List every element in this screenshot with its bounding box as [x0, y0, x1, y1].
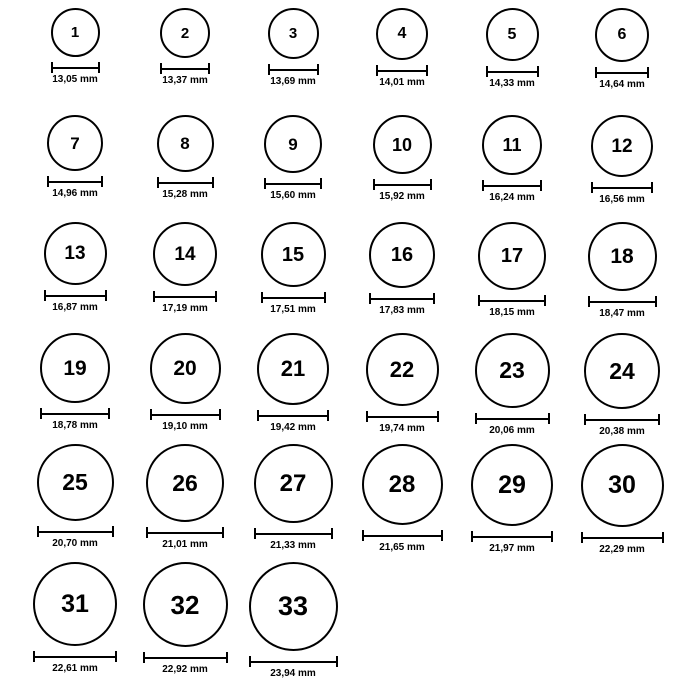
ruler-cap-left: [486, 66, 488, 77]
ruler-cap-left: [362, 530, 364, 541]
diameter-label: 15,28 mm: [162, 189, 208, 200]
ruler-line: [264, 183, 322, 185]
diameter-ruler: [595, 67, 649, 77]
diameter-label: 21,01 mm: [162, 539, 208, 550]
ruler-cap-right: [662, 532, 664, 543]
diameter-ruler: [362, 530, 443, 540]
ring-size-item: [567, 222, 677, 319]
ruler-cap-right: [433, 293, 435, 304]
ring-size-number: 4: [397, 25, 407, 42]
ruler-cap-right: [105, 290, 107, 301]
ruler-cap-right: [331, 528, 333, 539]
ruler-cap-left: [581, 532, 583, 543]
ring-size-item: [238, 562, 348, 679]
ring-size-number: 17: [500, 245, 524, 267]
ruler-line: [261, 297, 326, 299]
ruler-line: [362, 535, 443, 537]
ring-size-item: [347, 333, 457, 434]
ruler-cap-right: [212, 177, 214, 188]
diameter-ruler: [588, 296, 657, 306]
diameter-label: 22,92 mm: [162, 664, 208, 675]
diameter-ruler: [369, 293, 435, 303]
ring-circle: [581, 444, 664, 527]
ruler-cap-left: [153, 291, 155, 302]
ruler-cap-left: [157, 177, 159, 188]
ring-size-number: 21: [280, 356, 306, 381]
ruler-cap-right: [537, 66, 539, 77]
ruler-line: [584, 419, 660, 421]
ring-size-item: [130, 333, 240, 432]
diameter-ruler: [376, 65, 428, 75]
ruler-cap-left: [366, 411, 368, 422]
ruler-line: [37, 531, 114, 533]
diameter-label: 21,97 mm: [489, 543, 535, 554]
diameter-ruler: [51, 62, 100, 72]
diameter-label: 22,61 mm: [52, 663, 98, 674]
ring-size-number: 33: [277, 591, 309, 621]
ring-circle: [261, 222, 326, 287]
diameter-label: 23,94 mm: [270, 668, 316, 679]
ruler-line: [475, 418, 550, 420]
ruler-cap-left: [44, 290, 46, 301]
ruler-cap-left: [588, 296, 590, 307]
ring-size-number: 27: [279, 469, 307, 497]
diameter-label: 20,70 mm: [52, 538, 98, 549]
ring-size-item: [238, 333, 348, 433]
ruler-cap-left: [146, 527, 148, 538]
diameter-ruler: [584, 414, 660, 424]
ring-circle: [40, 333, 110, 403]
ruler-line: [588, 301, 657, 303]
diameter-ruler: [486, 66, 539, 76]
diameter-ruler: [471, 531, 553, 541]
diameter-ruler: [475, 413, 550, 423]
ring-size-number: 16: [390, 244, 414, 266]
ruler-cap-right: [115, 651, 117, 662]
ring-circle: [153, 222, 217, 286]
diameter-label: 17,83 mm: [379, 305, 425, 316]
diameter-ruler: [157, 177, 214, 187]
diameter-label: 16,24 mm: [489, 192, 535, 203]
ring-circle: [366, 333, 439, 406]
ruler-line: [143, 657, 228, 659]
ring-circle: [268, 8, 319, 59]
ring-circle: [160, 8, 210, 58]
diameter-ruler: [143, 652, 228, 662]
ruler-cap-right: [208, 63, 210, 74]
ruler-cap-left: [264, 178, 266, 189]
ruler-line: [254, 533, 333, 535]
ring-size-number: 24: [609, 357, 635, 384]
ruler-cap-right: [98, 62, 100, 73]
ring-circle: [249, 562, 338, 651]
ruler-cap-right: [551, 531, 553, 542]
ring-circle: [482, 115, 542, 175]
ring-circle: [257, 333, 329, 405]
ruler-cap-right: [336, 656, 338, 667]
ring-circle: [37, 444, 114, 521]
diameter-label: 13,05 mm: [52, 74, 98, 85]
ruler-cap-right: [647, 67, 649, 78]
ruler-cap-right: [215, 291, 217, 302]
ring-size-item: [567, 444, 677, 555]
ring-size-item: [20, 333, 130, 431]
diameter-label: 19,42 mm: [270, 422, 316, 433]
ruler-cap-left: [376, 65, 378, 76]
ring-size-item: [20, 444, 130, 549]
ring-size-item: [457, 333, 567, 436]
ruler-cap-left: [482, 180, 484, 191]
ruler-line: [376, 70, 428, 72]
ruler-line: [486, 71, 539, 73]
ring-size-number: 20: [173, 357, 197, 380]
diameter-ruler: [482, 180, 542, 190]
ruler-cap-left: [51, 62, 53, 73]
ruler-cap-right: [324, 292, 326, 303]
diameter-label: 15,92 mm: [379, 191, 425, 202]
ruler-cap-left: [249, 656, 251, 667]
ruler-line: [471, 536, 553, 538]
ruler-line: [33, 656, 117, 658]
ring-size-number: 14: [174, 243, 196, 265]
ring-size-item: [130, 8, 240, 86]
ruler-line: [366, 416, 439, 418]
ruler-cap-right: [101, 176, 103, 187]
ruler-cap-right: [430, 179, 432, 190]
ruler-cap-right: [320, 178, 322, 189]
ring-size-item: [238, 115, 348, 201]
ring-circle: [362, 444, 443, 525]
ring-size-item: [130, 115, 240, 200]
ring-circle: [157, 115, 214, 172]
ring-size-item: [238, 444, 348, 551]
diameter-ruler: [40, 408, 110, 418]
ruler-line: [40, 413, 110, 415]
diameter-label: 19,10 mm: [162, 421, 208, 432]
diameter-label: 18,15 mm: [489, 307, 535, 318]
ring-size-item: [567, 333, 677, 437]
ruler-cap-left: [37, 526, 39, 537]
ring-size-number: 31: [61, 589, 89, 618]
ring-circle: [376, 8, 428, 60]
ruler-cap-right: [540, 180, 542, 191]
ruler-line: [369, 298, 435, 300]
ring-size-number: 22: [389, 356, 415, 382]
diameter-ruler: [581, 532, 664, 542]
diameter-label: 21,65 mm: [379, 542, 425, 553]
ring-size-item: [567, 115, 677, 205]
ring-size-number: 30: [608, 471, 636, 499]
ring-size-number: 2: [180, 24, 190, 42]
ring-size-item: [20, 562, 130, 674]
ruler-cap-right: [548, 413, 550, 424]
ruler-cap-left: [33, 651, 35, 662]
ring-circle: [51, 8, 100, 57]
ruler-cap-left: [143, 652, 145, 663]
diameter-ruler: [33, 651, 117, 661]
ring-size-number: 9: [288, 134, 298, 154]
ring-size-number: 18: [610, 245, 634, 268]
ring-size-number: 15: [281, 243, 305, 266]
diameter-label: 16,87 mm: [52, 302, 98, 313]
diameter-ruler: [47, 176, 103, 186]
ruler-cap-right: [426, 65, 428, 76]
ring-size-item: [457, 115, 567, 203]
ruler-cap-right: [112, 526, 114, 537]
diameter-label: 17,51 mm: [270, 304, 316, 315]
ruler-cap-left: [268, 64, 270, 75]
diameter-ruler: [150, 409, 221, 419]
ring-size-item: [457, 222, 567, 318]
ring-size-number: 10: [391, 134, 413, 155]
ring-size-number: 23: [499, 357, 525, 383]
ring-circle: [264, 115, 322, 173]
ring-size-number: 26: [172, 469, 198, 496]
ring-circle: [471, 444, 553, 526]
ring-circle: [486, 8, 539, 61]
ruler-cap-left: [40, 408, 42, 419]
ruler-cap-left: [584, 414, 586, 425]
diameter-label: 19,74 mm: [379, 423, 425, 434]
ruler-cap-right: [437, 411, 439, 422]
diameter-label: 21,33 mm: [270, 540, 316, 551]
ruler-cap-right: [226, 652, 228, 663]
ring-circle: [146, 444, 224, 522]
ruler-cap-right: [108, 408, 110, 419]
diameter-ruler: [373, 179, 432, 189]
diameter-ruler: [261, 292, 326, 302]
diameter-label: 14,96 mm: [52, 188, 98, 199]
ruler-cap-right: [441, 530, 443, 541]
ring-circle: [475, 333, 550, 408]
ruler-cap-left: [595, 67, 597, 78]
ring-size-item: [347, 222, 457, 316]
ruler-cap-left: [254, 528, 256, 539]
ring-size-item: [238, 8, 348, 87]
ring-size-item: [347, 8, 457, 88]
diameter-ruler: [257, 410, 329, 420]
ruler-cap-left: [150, 409, 152, 420]
ruler-cap-right: [651, 182, 653, 193]
ring-circle: [47, 115, 103, 171]
ruler-cap-left: [261, 292, 263, 303]
ring-circle: [143, 562, 228, 647]
diameter-label: 14,64 mm: [599, 79, 645, 90]
ring-size-item: [130, 222, 240, 314]
ring-circle: [254, 444, 333, 523]
diameter-ruler: [44, 290, 107, 300]
ring-size-number: 12: [611, 135, 633, 157]
ring-circle: [591, 115, 653, 177]
ring-size-item: [457, 8, 567, 89]
ruler-line: [257, 415, 329, 417]
ring-size-item: [347, 115, 457, 202]
ring-circle: [595, 8, 649, 62]
ruler-cap-left: [160, 63, 162, 74]
ring-circle: [33, 562, 117, 646]
ring-size-number: 3: [288, 25, 298, 42]
ruler-line: [160, 68, 210, 70]
ring-size-item: [20, 115, 130, 199]
ruler-cap-left: [257, 410, 259, 421]
ring-circle: [478, 222, 546, 290]
diameter-ruler: [249, 656, 338, 666]
ruler-cap-left: [475, 413, 477, 424]
ring-size-item: [130, 562, 240, 675]
ruler-cap-right: [327, 410, 329, 421]
ruler-line: [478, 300, 546, 302]
ruler-cap-right: [658, 414, 660, 425]
ruler-line: [150, 414, 221, 416]
diameter-label: 18,78 mm: [52, 420, 98, 431]
ring-size-item: [238, 222, 348, 315]
ruler-line: [249, 661, 338, 663]
diameter-label: 13,37 mm: [162, 75, 208, 86]
ruler-line: [268, 69, 319, 71]
ruler-cap-right: [655, 296, 657, 307]
ring-circle: [150, 333, 221, 404]
ruler-cap-right: [317, 64, 319, 75]
ruler-cap-left: [471, 531, 473, 542]
ring-size-number: 7: [70, 133, 80, 153]
diameter-ruler: [264, 178, 322, 188]
diameter-label: 14,33 mm: [489, 78, 535, 89]
diameter-label: 17,19 mm: [162, 303, 208, 314]
ruler-cap-left: [47, 176, 49, 187]
ring-size-item: [20, 8, 130, 85]
diameter-ruler: [153, 291, 217, 301]
diameter-ruler: [37, 526, 114, 536]
diameter-ruler: [268, 64, 319, 74]
ruler-line: [157, 182, 214, 184]
diameter-ruler: [591, 182, 653, 192]
ring-size-number: 5: [507, 25, 517, 43]
ruler-cap-left: [478, 295, 480, 306]
ruler-cap-right: [222, 527, 224, 538]
ruler-line: [482, 185, 542, 187]
ring-circle: [44, 222, 107, 285]
ruler-line: [44, 295, 107, 297]
ruler-line: [581, 537, 664, 539]
ring-size-number: 19: [63, 356, 87, 380]
ruler-line: [591, 187, 653, 189]
diameter-ruler: [366, 411, 439, 421]
diameter-label: 13,69 mm: [270, 76, 316, 87]
ruler-line: [373, 184, 432, 186]
ring-size-number: 29: [498, 470, 526, 499]
ruler-cap-left: [369, 293, 371, 304]
ruler-cap-left: [591, 182, 593, 193]
ring-size-number: 6: [617, 26, 627, 43]
diameter-label: 16,56 mm: [599, 194, 645, 205]
diameter-ruler: [160, 63, 210, 73]
ring-size-number: 25: [62, 469, 88, 495]
ring-size-item: [347, 444, 457, 553]
ring-size-number: 11: [502, 135, 522, 155]
ring-circle: [373, 115, 432, 174]
ring-size-number: 1: [70, 24, 80, 41]
diameter-label: 15,60 mm: [270, 190, 316, 201]
ring-size-item: [457, 444, 567, 554]
ruler-line: [51, 67, 100, 69]
ruler-cap-right: [219, 409, 221, 420]
diameter-label: 18,47 mm: [599, 308, 645, 319]
ring-circle: [588, 222, 657, 291]
diameter-label: 22,29 mm: [599, 544, 645, 555]
ring-size-item: [20, 222, 130, 313]
diameter-label: 20,38 mm: [599, 426, 645, 437]
ring-size-number: 13: [64, 243, 86, 264]
ring-circle: [584, 333, 660, 409]
ring-circle: [369, 222, 435, 288]
ruler-cap-right: [544, 295, 546, 306]
diameter-ruler: [146, 527, 224, 537]
ruler-line: [153, 296, 217, 298]
ruler-line: [595, 72, 649, 74]
ring-size-number: 32: [170, 589, 200, 620]
diameter-label: 20,06 mm: [489, 425, 535, 436]
ruler-line: [47, 181, 103, 183]
ring-size-number: 8: [180, 134, 190, 153]
diameter-ruler: [478, 295, 546, 305]
ruler-cap-left: [373, 179, 375, 190]
diameter-ruler: [254, 528, 333, 538]
ruler-line: [146, 532, 224, 534]
diameter-label: 14,01 mm: [379, 77, 425, 88]
ring-size-item: [567, 8, 677, 90]
ring-size-item: [130, 444, 240, 550]
ring-size-number: 28: [388, 470, 416, 498]
